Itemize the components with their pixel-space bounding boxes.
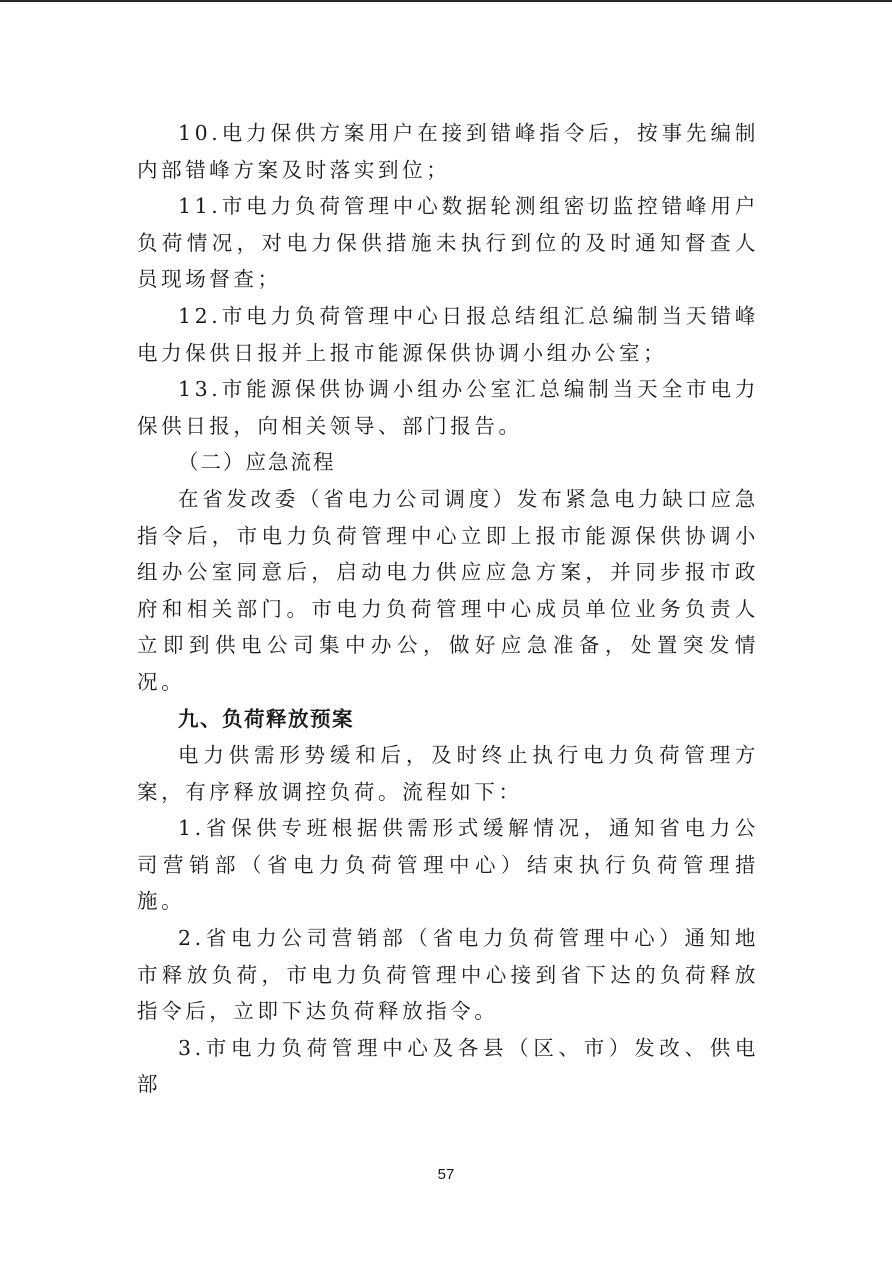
paragraph-item-11: 11.市电力负荷管理中心数据轮测组密切监控错峰用户负荷情况，对电力保供措施未执行到位的及时通知督查人员现场督查； bbox=[137, 194, 759, 292]
section-heading-load-release: 九、负荷释放预案 bbox=[178, 706, 354, 731]
paragraph-load-release-intro: 电力供需形势缓和后，及时终止执行电力负荷管理方案，有序释放调控负荷。流程如下： bbox=[137, 743, 759, 804]
paragraph-emergency-process: 在省发改委（省电力公司调度）发布紧急电力缺口应急指令后，市电力负荷管理中心立即上报市能源保供协调小组办公室同意后，启动电力供应应急方案，并同步报市政府和相关部门。市电力负荷管理中心成员单位业务负责人立即到供电公司集中办公，做好应急准备，处置突发情况。 bbox=[137, 486, 759, 694]
paragraph-step-2: 2.省电力公司营销部（省电力负荷管理中心）通知地市释放负荷，市电力负荷管理中心接到省下达的负荷释放指令后，立即下达负荷释放指令。 bbox=[137, 926, 759, 1024]
paragraph-step-1: 1.省保供专班根据供需形式缓解情况，通知省电力公司营销部（省电力负荷管理中心）结束执行负荷管理措施。 bbox=[137, 816, 759, 914]
paragraph-step-3: 3.市电力负荷管理中心及各县（区、市）发改、供电部 bbox=[137, 1035, 759, 1097]
section-subheading-emergency: （二）应急流程 bbox=[178, 450, 336, 475]
paragraph-item-13: 13.市能源保供协调小组办公室汇总编制当天全市电力保供日报，向相关领导、部门报告。 bbox=[137, 377, 759, 438]
top-border bbox=[0, 0, 892, 2]
paragraph-item-10: 10.电力保供方案用户在接到错峰指令后，按事先编制内部错峰方案及时落实到位； bbox=[137, 121, 759, 182]
document-body bbox=[137, 115, 759, 1103]
page-number: 57 bbox=[437, 1166, 455, 1183]
paragraph-item-12: 12.市电力负荷管理中心日报总结组汇总编制当天错峰电力保供日报并上报市能源保供协调小组办公室； bbox=[137, 303, 759, 365]
